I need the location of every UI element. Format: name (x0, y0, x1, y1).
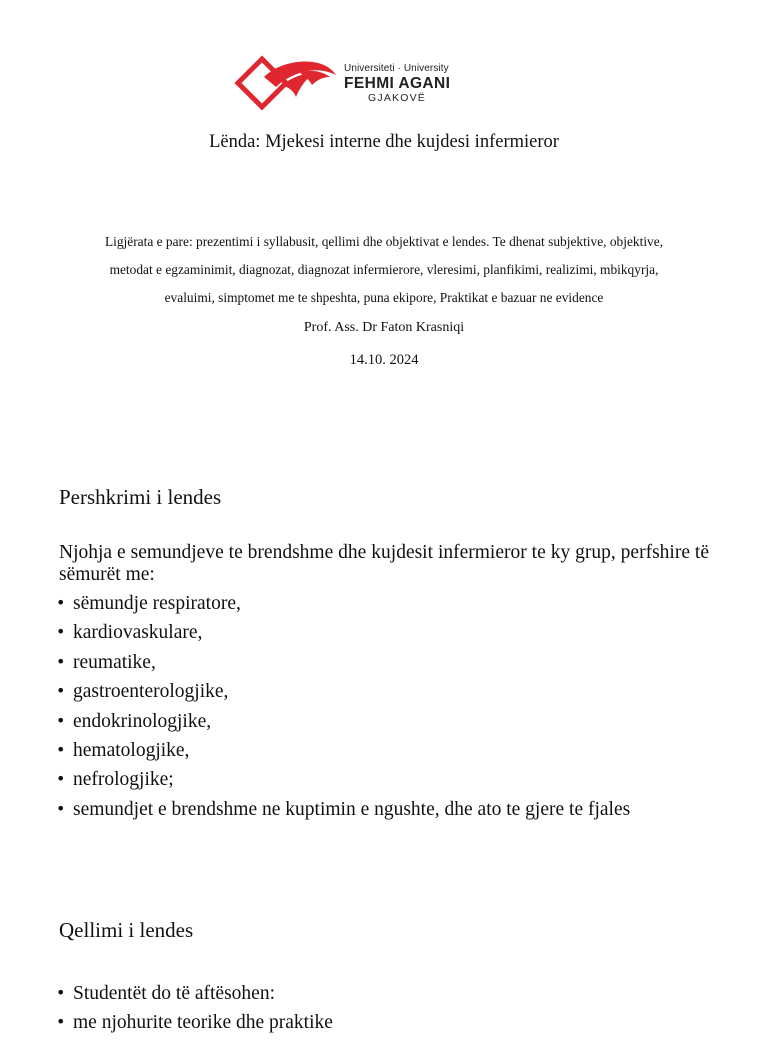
lecture-date: 14.10. 2024 (349, 352, 419, 368)
list-item-text: nefrologjike; (73, 769, 174, 791)
bullet-icon: • (56, 593, 66, 612)
bullet-icon: • (56, 1012, 66, 1032)
list-item (56, 768, 630, 797)
list-item (56, 710, 630, 739)
list-item (56, 739, 630, 768)
list-item-text: Studentët do të aftësohen: (73, 983, 275, 1004)
university-logo (234, 55, 464, 113)
list-item-text: sëmundje respiratore, (73, 593, 241, 614)
list-item-text: hematologjike, (73, 739, 190, 761)
list-item (56, 982, 333, 1011)
bullet-icon: • (56, 710, 66, 730)
bullet-icon: • (56, 651, 66, 671)
bullet-icon: • (56, 681, 66, 701)
list-item (56, 1011, 333, 1040)
aim-list (56, 982, 333, 1041)
bullet-icon: • (56, 769, 66, 789)
list-item-text: semundjet e brendshme ne kuptimin e ngushte, dhe ato te gjere te fjales (73, 798, 631, 820)
list-item (56, 621, 630, 650)
disease-list (56, 592, 630, 827)
description-heading: Pershkrimi i lendes (59, 485, 222, 509)
list-item (56, 651, 630, 680)
list-item (56, 798, 630, 827)
subject-title: Lënda: Mjekesi interne dhe kujdesi infermieror (209, 132, 559, 152)
professor-name: Prof. Ass. Dr Faton Krasniqi (303, 320, 465, 335)
aim-heading: Qellimi i lendes (59, 918, 194, 942)
bullet-icon: • (56, 983, 66, 1002)
university-emblem-icon (234, 55, 338, 113)
logo-university-label: Universiteti · University (344, 63, 449, 74)
list-item-text: kardiovaskulare, (73, 622, 203, 644)
list-item-text: reumatike, (73, 651, 156, 673)
list-item-text: gastroenterologjike, (73, 681, 229, 703)
logo-city: GJAKOVË (368, 92, 426, 104)
lecture-description: Ligjërata e pare: prezentimi i syllabusit, qellimi dhe objektivat e lendes. Te dhenat subjektive, objektive, metodat e egzaminimit, diagnozat, diagnozat infermierore, vleresimi, planfikimi, realizimi, mbikqyrja, evaluimi, simptomet me te shpeshta, puna ekipore, Praktikat e bazuar ne evidence (104, 234, 664, 305)
logo-university-name: FEHMI AGANI (344, 75, 451, 92)
description-intro: Njohja e semundjeve te brendshme dhe kujdesit infermieror te ky grup, perfshire të sëmurët me: (59, 542, 709, 585)
list-item (56, 592, 630, 621)
list-item-text: me njohurite teorike dhe praktike (73, 1012, 333, 1034)
bullet-icon: • (56, 798, 66, 818)
list-item-text: endokrinologjike, (73, 710, 212, 732)
university-name (344, 63, 450, 105)
list-item (56, 680, 630, 709)
bullet-icon: • (56, 739, 66, 759)
bullet-icon: • (56, 622, 66, 642)
